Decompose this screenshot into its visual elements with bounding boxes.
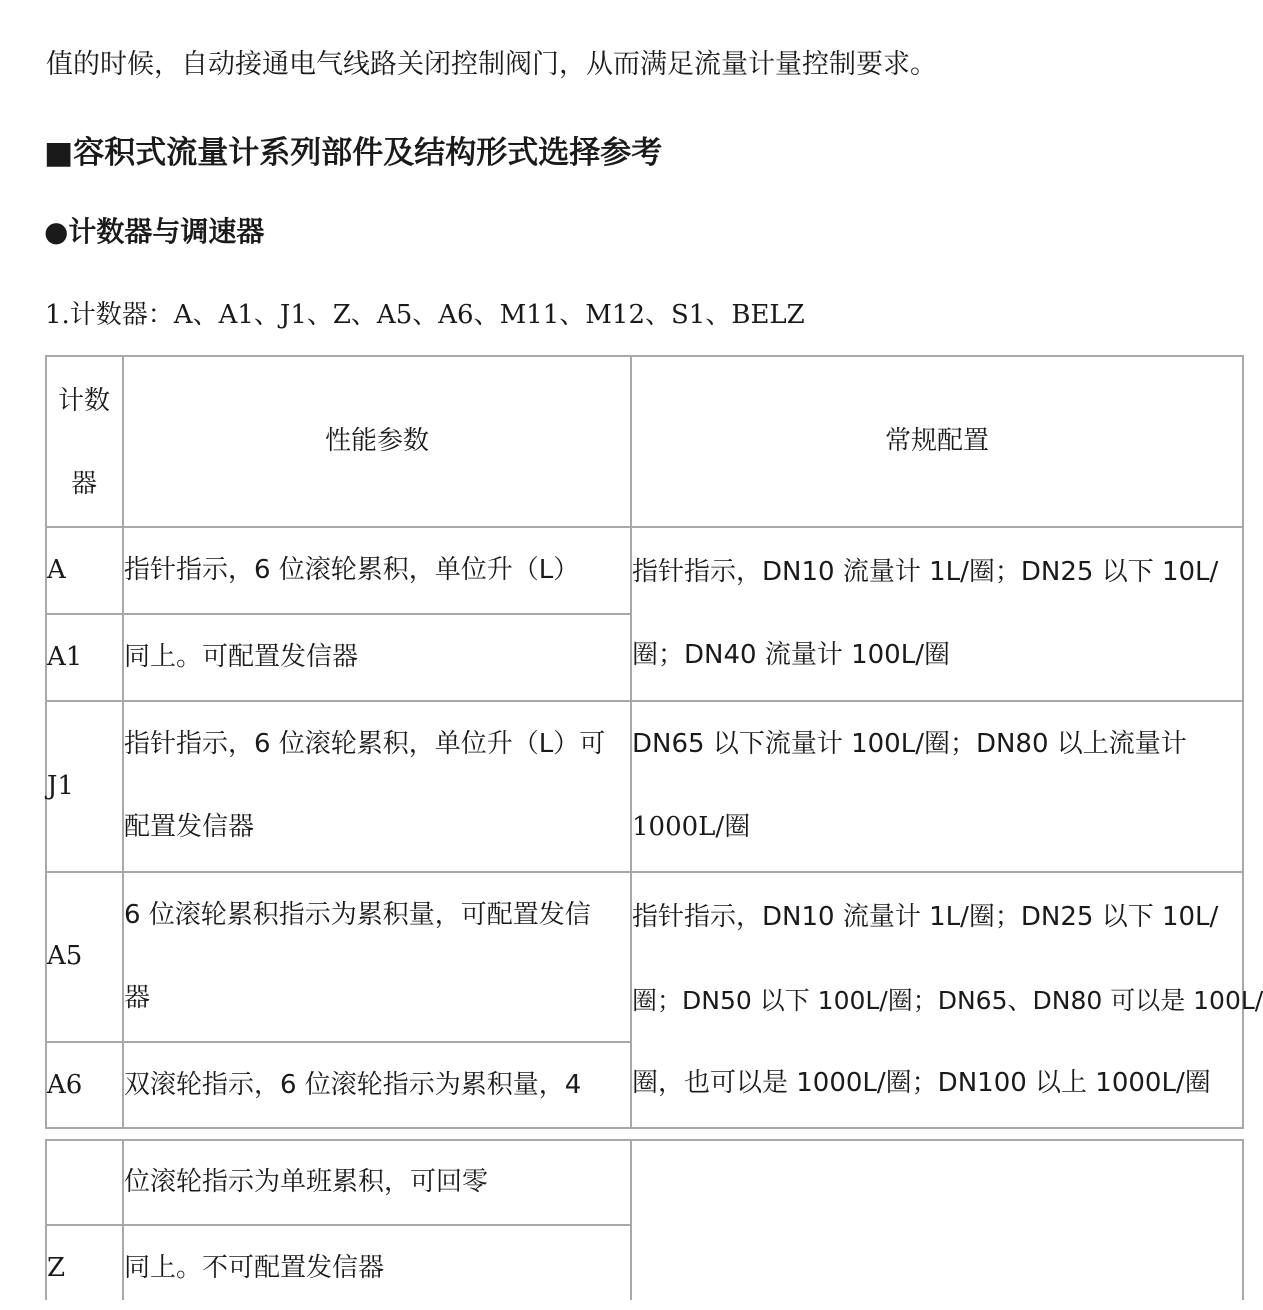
config-j1-line1: DN65 以下流量计 100L/圈；DN80 以上流量计 <box>632 729 1187 759</box>
row-code-j1: J1 <box>47 771 74 801</box>
config-j1-line2: 1000L/圈 <box>632 812 751 842</box>
row-perf-j1-line2: 配置发信器 <box>124 812 255 842</box>
row-perf-z: 同上。不可配置发信器 <box>124 1253 385 1283</box>
header-performance: 性能参数 <box>324 426 429 456</box>
config-a5-line2: 圈；DN50 以下 100L/圈；DN65、DN80 可以是 100L/ <box>632 986 1263 1015</box>
row-perf-a5-line1: 6 位滚轮累积指示为累积量，可配置发信 <box>124 900 591 930</box>
row-code-z: Z <box>47 1253 66 1283</box>
section-title: ■容积式流量计系列部件及结构形式选择参考 <box>44 135 663 171</box>
table-divider <box>45 526 1244 528</box>
table-divider <box>45 700 1244 702</box>
table-divider <box>45 613 632 615</box>
header-counter-line1: 计数 <box>57 386 110 416</box>
config-a-line1: 指针指示，DN10 流量计 1L/圈；DN25 以下 10L/ <box>632 557 1219 587</box>
table-divider <box>1242 1139 1244 1300</box>
row-perf-a6: 双滚轮指示，6 位滚轮指示为累积量，4 <box>124 1070 582 1100</box>
header-counter-line2: 器 <box>70 469 97 499</box>
row-code-a1: A1 <box>47 642 83 672</box>
subsection-title: ●计数器与调速器 <box>44 215 265 248</box>
table-divider <box>45 1041 632 1043</box>
config-a5-line3: 圈，也可以是 1000L/圈；DN100 以上 1000L/圈 <box>632 1068 1211 1098</box>
row-code-a6: A6 <box>47 1070 83 1100</box>
row-perf-a6-line2: 位滚轮指示为单班累积，可回零 <box>124 1167 489 1197</box>
config-a5-line1: 指针指示，DN10 流量计 1L/圈；DN25 以下 10L/ <box>632 902 1219 932</box>
row-perf-a: 指针指示，6 位滚轮累积，单位升（L） <box>124 555 580 585</box>
row-code-a: A <box>47 555 66 585</box>
table-divider <box>630 1139 632 1300</box>
row-perf-a1: 同上。可配置发信器 <box>124 642 359 672</box>
header-config: 常规配置 <box>884 426 989 456</box>
row-perf-j1-line1: 指针指示，6 位滚轮累积，单位升（L）可 <box>124 729 606 759</box>
counter-list: 1.计数器：A、A1、J1、Z、A5、A6、M11、M12、S1、BELZ <box>45 300 805 330</box>
table-divider <box>45 1224 632 1226</box>
row-code-a5: A5 <box>47 941 83 971</box>
config-a-line2: 圈；DN40 流量计 100L/圈 <box>632 640 950 670</box>
row-perf-a5-line2: 器 <box>124 983 151 1013</box>
table-divider <box>45 871 1244 873</box>
intro-line: 值的时候，自动接通电气线路关闭控制阀门，从而满足流量计量控制要求。 <box>46 49 937 80</box>
